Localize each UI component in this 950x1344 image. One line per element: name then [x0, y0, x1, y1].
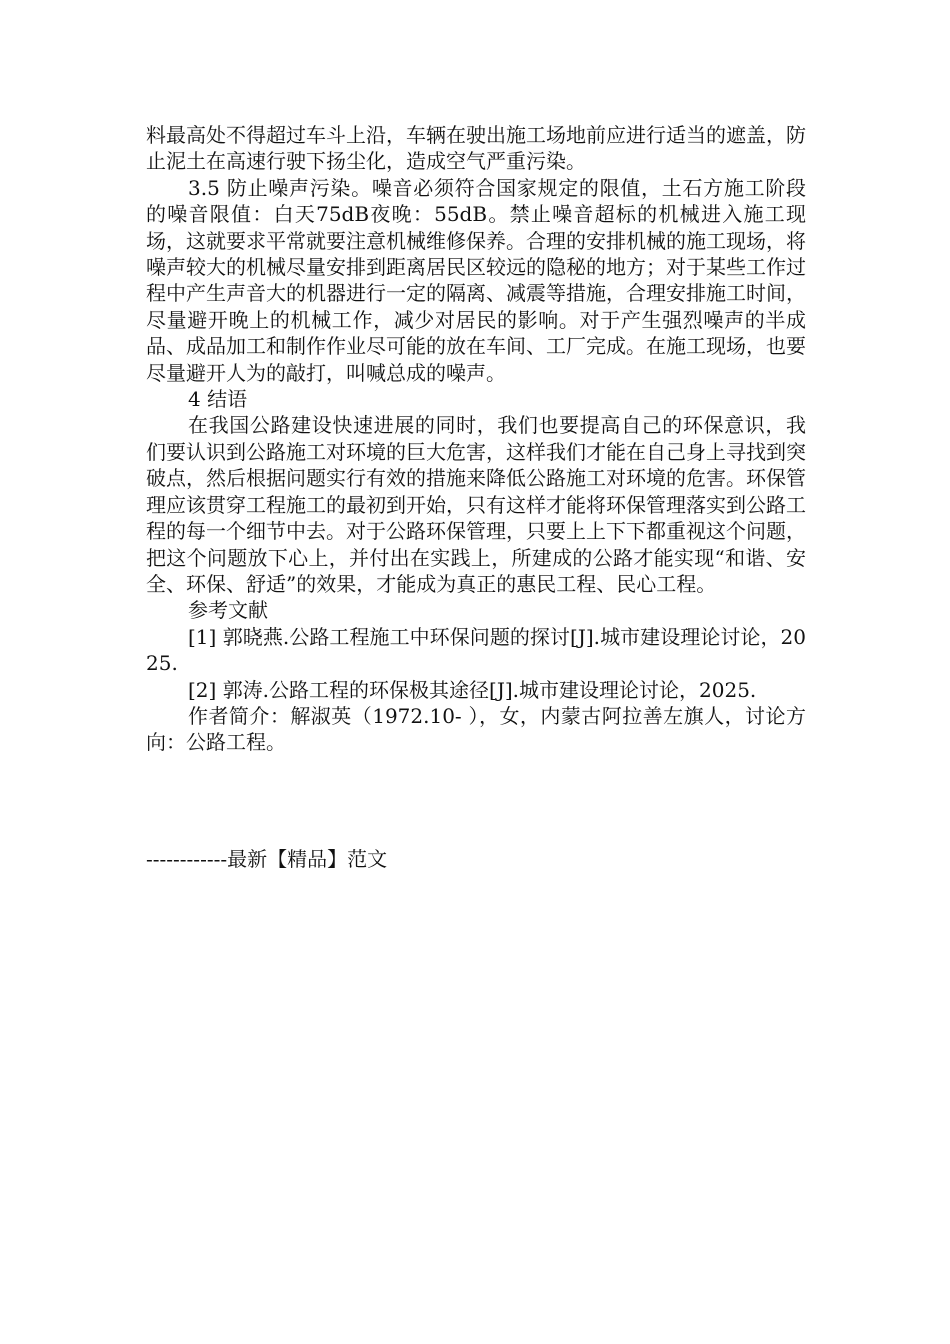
footer-banner: ------------最新【精品】范文 [146, 847, 388, 871]
reference-item-2: [2] 郭涛.公路工程的环保极其途径[J].城市建设理论讨论，2025. [188, 677, 757, 702]
paragraph-continued: 料最高处不得超过车斗上沿，车辆在驶出施工场地前应进行适当的遮盖，防止泥土在高速行驶下扬尘化，造成空气严重污染。 [146, 123, 806, 174]
author-bio: 作者简介：解淑英（1972.10- ），女，内蒙古阿拉善左旗人，讨论方向：公路工程。 [146, 703, 806, 755]
paragraph-noise-pollution: 3.5 防止噪声污染。噪音必须符合国家规定的限值，土石方施工阶段的噪音限值：白天75dB夜晚：55dB。禁止噪音超标的机械进入施工现场，这就要求平常就要注意机械维修保养。合理的安排机械的施工现场，将噪声较大的机械尽量安排到距离居民区较远的隐秘的地方；对于某些工作过程中产生声音大的机器进行一定的隔离、减震等措施，合理安排施工时间，尽量避开晚上的机械工作，减少对居民的影响。对于产生强烈噪声的半成品、成品加工和制作作业尽可能的放在车间、工厂完成。在施工现场，也要尽量避开人为的敲打，叫喊总成的噪声。 [146, 175, 806, 385]
section-heading-references: 参考文献 [188, 598, 268, 623]
section-heading-conclusion: 4 结语 [188, 387, 248, 412]
document-body [146, 122, 806, 756]
paragraph-conclusion: 在我国公路建设快速进展的同时，我们也要提高自己的环保意识，我们要认识到公路施工对环境的巨大危害，这样我们才能在自己身上寻找到突破点，然后根据问题实行有效的措施来降低公路施工对环境的危害。环保管理应该贯穿工程施工的最初到开始，只有这样才能将环保管理落实到公路工程的每一个细节中去。对于公路环保管理，只要上上下下都重视这个问题，把这个问题放下心上，并付出在实践上，所建成的公路才能实现“和谐、安全、环保、舒适”的效果，才能成为真正的惠民工程、民心工程。 [146, 413, 806, 596]
reference-item-1: [1] 郭晓燕.公路工程施工中环保问题的探讨[J].城市建设理论讨论，2025. [146, 624, 806, 676]
